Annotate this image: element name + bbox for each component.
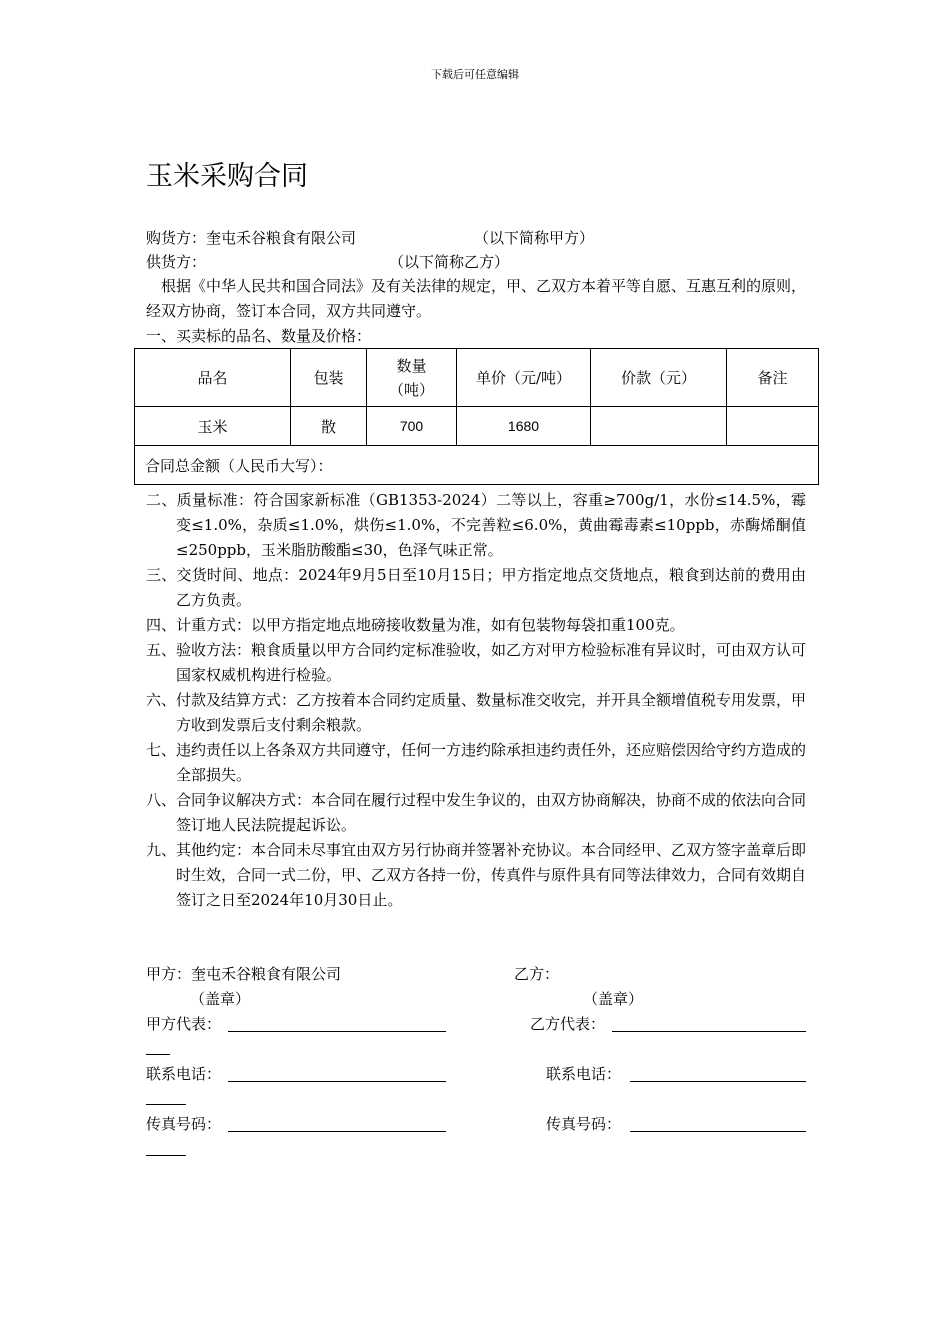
buyer-line: 购货方：奎屯禾谷粮食有限公司 [146, 229, 357, 247]
party-a-phone-label: 联系电话： [146, 1065, 222, 1083]
party-b-seal: （盖章） [583, 990, 644, 1008]
col-header-amount: 价款（元） [591, 349, 727, 407]
party-b-name: 乙方： [514, 965, 560, 983]
cell-amount [591, 407, 727, 446]
preamble: 根据《中华人民共和国合同法》及有关法律的规定，甲、乙双方本着平等自愿、互惠互利的原则，经双方协商，签订本合同，双方共同遵守。 [146, 277, 807, 320]
cell-unit-price: 1680 [457, 407, 591, 446]
col-header-unit-price: 单价（元/吨） [457, 349, 591, 407]
document-title: 玉米采购合同 [146, 161, 308, 192]
party-a-phone-line-wrap [146, 1088, 186, 1105]
col-header-package: 包装 [291, 349, 367, 407]
party-b-fax-line[interactable] [630, 1115, 806, 1132]
party-b-rep-line[interactable] [612, 1015, 806, 1032]
party-a-phone-line[interactable] [228, 1065, 446, 1082]
clause-other: 九、其他约定：本合同未尽事宜由双方另行协商并签署补充协议。本合同经甲、乙双方签字盖章后即时生效，合同一式二份，甲、乙双方各持一份，传真件与原件具有同等法律效力，合同有效期自签订之日至2024年10月30日止。 [146, 841, 807, 909]
cell-qty: 700 [367, 407, 457, 446]
table-row [135, 407, 819, 446]
supplier-line: 供货方： [146, 253, 207, 271]
party-a-name: 甲方：奎屯禾谷粮食有限公司 [146, 965, 342, 983]
party-b-phone-line[interactable] [630, 1065, 806, 1082]
clause-liability: 七、违约责任以上各条双方共同遵守，任何一方违约除承担违约责任外，还应赔偿因给守约方造成的全部损失。 [146, 741, 807, 784]
col-header-qty-line2: （吨） [388, 380, 434, 399]
total-amount-label: 合同总金额（人民币大写）： [135, 446, 819, 485]
buyer-alias: （以下简称甲方） [474, 229, 595, 247]
party-a-rep-line-wrap [146, 1038, 170, 1055]
header-note: 下载后可任意编辑 [431, 68, 519, 81]
party-b-rep-label: 乙方代表： [530, 1015, 606, 1033]
party-a-fax-label: 传真号码： [146, 1115, 222, 1133]
clause-delivery: 三、交货时间、地点：2024年9月5日至10月15日；甲方指定地点交货地点，粮食到达前的费用由乙方负责。 [146, 566, 806, 609]
col-header-remark: 备注 [727, 349, 819, 407]
clause-quality: 二、质量标准：符合国家新标准（GB1353-2024）二等以上，容重≥700g/1，水份≤14.5%，霉变≤1.0%，杂质≤1.0%，烘伤≤1.0%，不完善粒≤6.0%，黄曲霉毒素≤10ppb，赤酶烯酮值≤250ppb，玉米脂肪酸酯≤30，色泽气味正常。 [146, 491, 806, 559]
col-header-qty [367, 349, 457, 407]
clause-weighing: 四、计重方式：以甲方指定地点地磅接收数量为准，如有包装物每袋扣重100克。 [146, 616, 685, 634]
party-a-fax-line-wrap [146, 1139, 186, 1156]
party-a-fax-line[interactable] [228, 1115, 446, 1132]
table-header-row [135, 349, 819, 407]
clause-acceptance: 五、验收方法：粮食质量以甲方合同约定标准验收，如乙方对甲方检验标准有异议时，可由双方认可国家权威机构进行检验。 [146, 641, 807, 684]
party-a-rep-line[interactable] [228, 1015, 446, 1032]
section1-heading: 一、买卖标的品名、数量及价格： [146, 327, 372, 345]
clause-dispute: 八、合同争议解决方式：本合同在履行过程中发生争议的，由双方协商解决，协商不成的依法向合同签订地人民法院提起诉讼。 [146, 791, 807, 834]
cell-package: 散 [291, 407, 367, 446]
cell-remark [727, 407, 819, 446]
col-header-name: 品名 [135, 349, 291, 407]
goods-table [134, 348, 819, 485]
party-b-phone-label: 联系电话： [546, 1065, 622, 1083]
table-total-row [135, 446, 819, 485]
party-a-seal: （盖章） [190, 990, 251, 1008]
party-a-rep-label: 甲方代表： [146, 1015, 222, 1033]
party-b-fax-label: 传真号码： [546, 1115, 622, 1133]
clause-payment: 六、付款及结算方式：乙方按着本合同约定质量、数量标准交收完，并开具全额增值税专用发票，甲方收到发票后支付剩余粮款。 [146, 691, 807, 734]
supplier-alias: （以下简称乙方） [389, 253, 510, 271]
col-header-qty-line1: 数量 [396, 356, 427, 375]
cell-name: 玉米 [135, 407, 291, 446]
